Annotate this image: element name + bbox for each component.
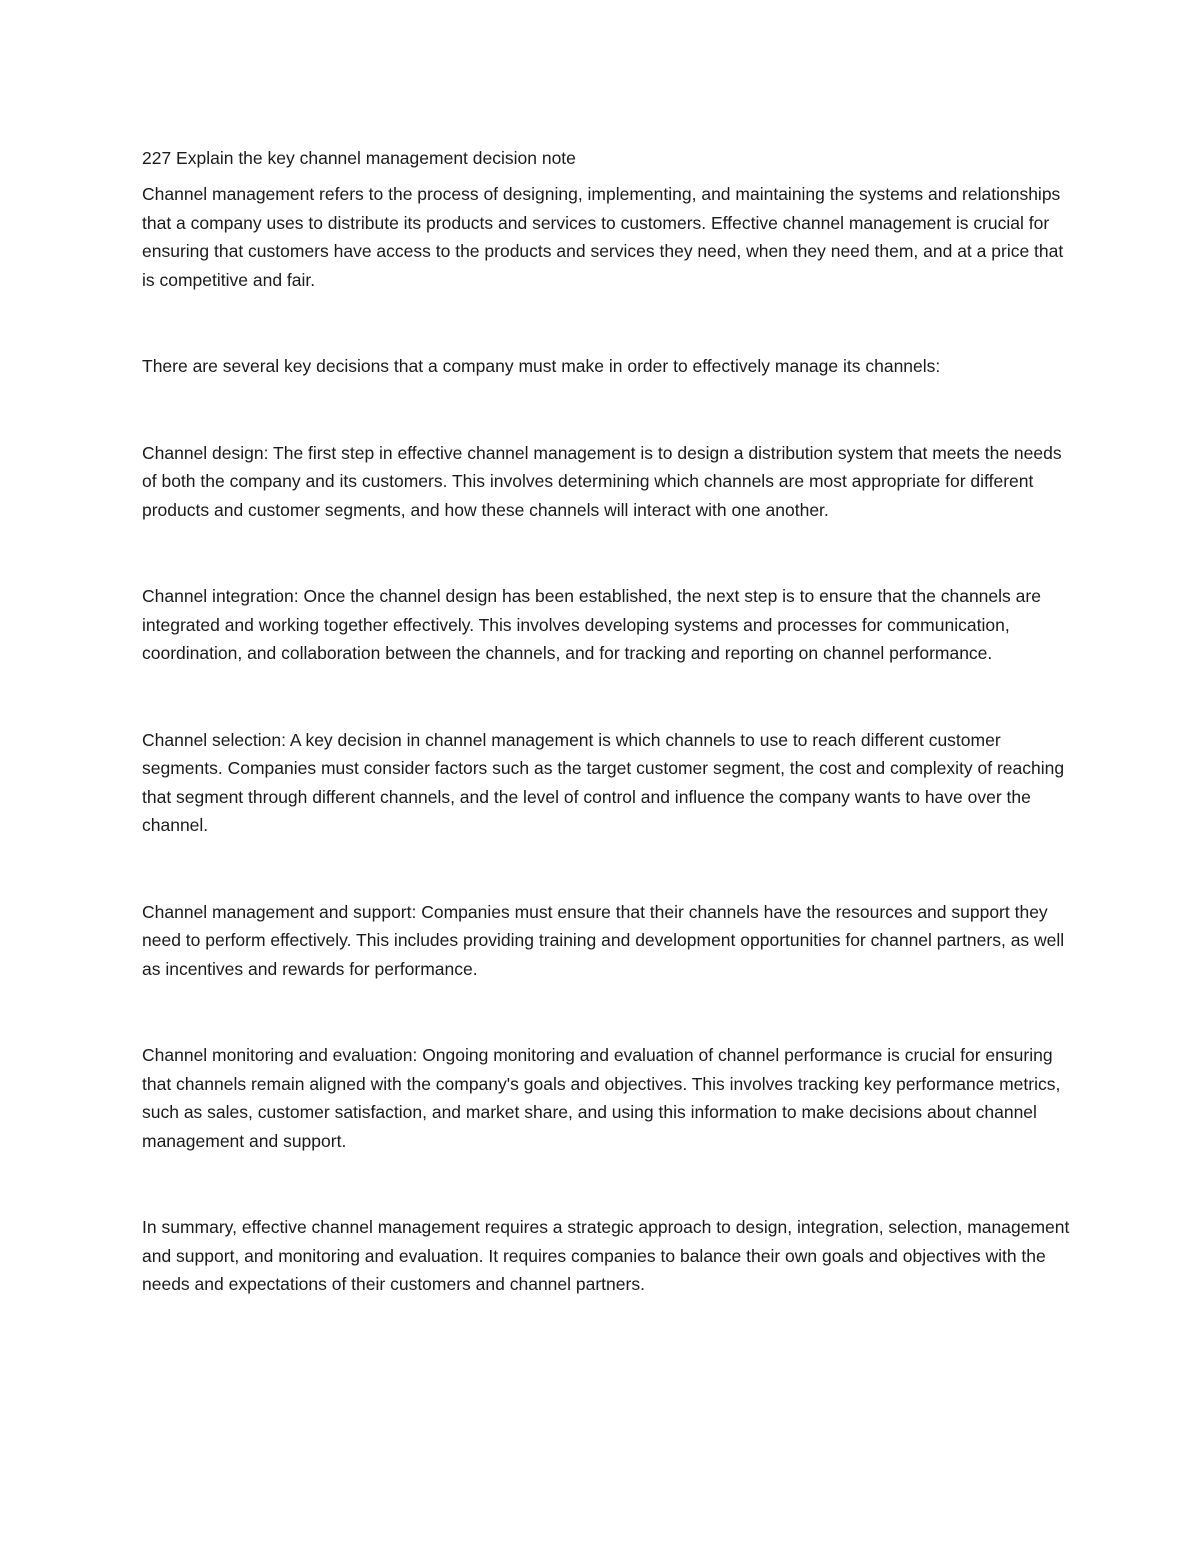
paragraph-spacer	[142, 294, 1072, 352]
paragraph-channel-management-support: Channel management and support: Companies must ensure that their channels have the resources and support they need to perform effectively. This includes providing training and development opportunities for channel partners, as well as incentives and rewards for performance.	[142, 901, 1065, 979]
paragraph-spacer	[142, 668, 1072, 726]
document-page	[142, 144, 1072, 1299]
paragraph-channel-selection: Channel selection: A key decision in channel management is which channels to use to reach different customer segments. Companies must consider factors such as the target customer segment, the cost and complexity of reaching that segment through different channels, and the level of control and influence the company wants to have over the channel.	[142, 729, 1065, 835]
paragraph-summary: In summary, effective channel management requires a strategic approach to design, integration, selection, management and support, and monitoring and evaluation. It requires companies to balance their own goals and objectives with the needs and expectations of their customers and channel partners.	[142, 1217, 1070, 1294]
paragraph-spacer	[142, 983, 1072, 1041]
paragraph-spacer	[142, 524, 1072, 582]
document-title: 227 Explain the key channel management decision note	[142, 148, 576, 168]
paragraph-channel-integration: Channel integration: Once the channel design has been established, the next step is to ensure that the channels are integrated and working together effectively. This involves developing systems and processes for communication, coordination, and collaboration between the channels, and for tracking and reporting on channel performance.	[142, 586, 1041, 663]
paragraph-channel-monitoring: Channel monitoring and evaluation: Ongoing monitoring and evaluation of channel performance is crucial for ensuring that channels remain aligned with the company's goals and objectives. This involves tracking key performance metrics, such as sales, customer satisfaction, and market share, and using this information to make decisions about channel management and support.	[142, 1045, 1061, 1151]
paragraph-spacer	[142, 1155, 1072, 1213]
paragraph-channel-design: Channel design: The first step in effective channel management is to design a distribution system that meets the needs of both the company and its customers. This involves determining which channels are most appropriate for different products and customer segments, and how these channels will interact with one another.	[142, 442, 1062, 520]
paragraph-intro: Channel management refers to the process of designing, implementing, and maintaining the systems and relationships that a company uses to distribute its products and services to customers. Effective channel management is crucial for ensuring that customers have access to the products and services they need, when they need them, and at a price that is competitive and fair.	[142, 184, 1064, 290]
paragraph-spacer	[142, 840, 1072, 898]
paragraph-key-decisions: There are several key decisions that a company must make in order to effectively manage its channels:	[142, 356, 941, 376]
paragraph-spacer	[142, 381, 1072, 439]
